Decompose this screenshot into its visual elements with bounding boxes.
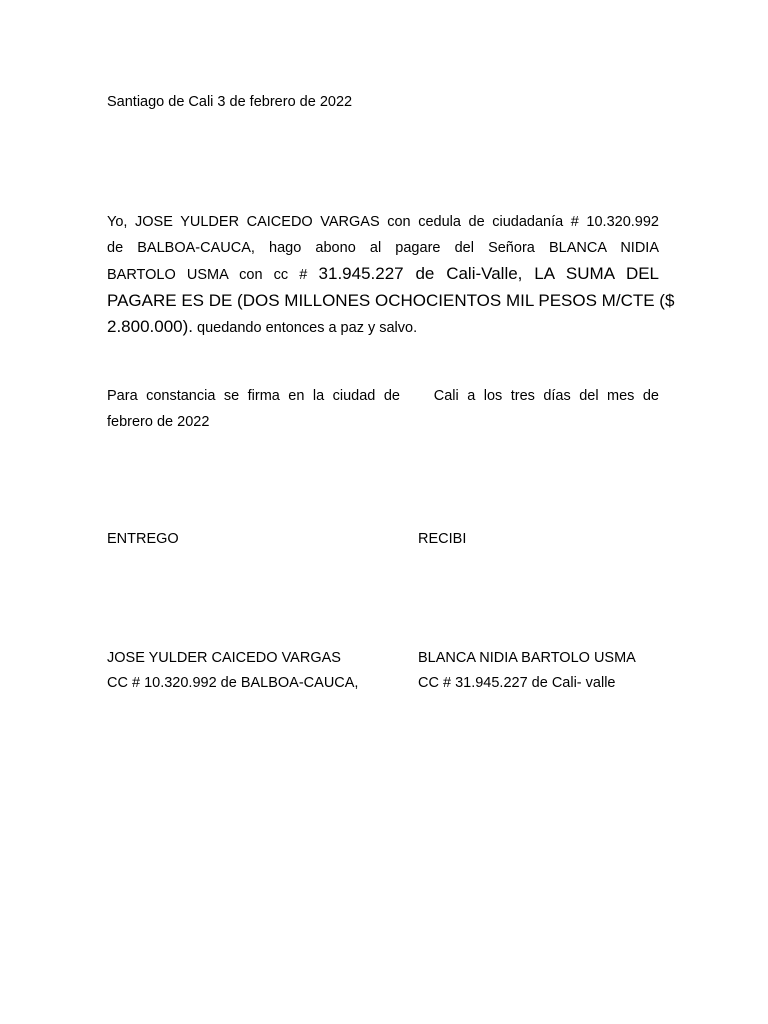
paragraph-abono-line-3-b: 31.945.227 de Cali-Valle, LA SUMA DEL (318, 264, 660, 283)
paragraph-constancia (107, 383, 659, 435)
paragraph-abono-line-1: Yo, JOSE YULDER CAICEDO VARGAS con cedula de ciudadanía # 10.320.992 (107, 214, 659, 230)
paragraph-abono-line-5-b: quedando entonces a paz y salvo. (197, 320, 418, 336)
paragraph-abono-line-5-a: 2.800.000). (107, 317, 194, 336)
paragraph-constancia-line-1: Para constancia se firma en la ciudad de Cali a los tres días del mes de (107, 388, 659, 404)
paragraph-abono-line-3 (107, 261, 659, 288)
paragraph-constancia-line-2: febrero de 2022 (107, 414, 210, 430)
paragraph-abono (107, 209, 675, 341)
signature-left-name: JOSE YULDER CAICEDO VARGAS (107, 650, 341, 666)
paragraph-abono-line-5 (107, 314, 659, 341)
place-date: Santiago de Cali 3 de febrero de 2022 (107, 94, 353, 110)
paragraph-abono-line-3-a: BARTOLO USMA con cc # (107, 267, 308, 283)
paragraph-abono-line-4: PAGARE ES DE (DOS MILLONES OCHOCIENTOS MIL PESOS M/CTE ($ (107, 291, 675, 310)
signature-right-name: BLANCA NIDIA BARTOLO USMA (418, 650, 636, 666)
signature-left-heading: ENTREGO (107, 531, 179, 547)
signature-right-heading: RECIBI (418, 531, 467, 547)
paragraph-abono-line-2: de BALBOA-CAUCA, hago abono al pagare del Señora BLANCA NIDIA (107, 240, 659, 256)
signature-left-id: CC # 10.320.992 de BALBOA-CAUCA, (107, 675, 359, 691)
signature-right-id: CC # 31.945.227 de Cali- valle (418, 675, 616, 691)
